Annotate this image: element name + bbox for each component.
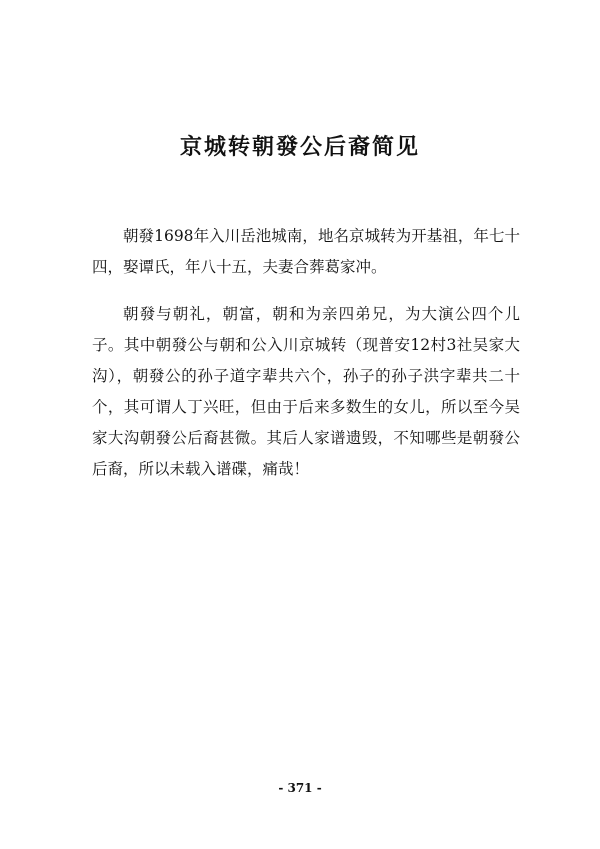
paragraph-1: 朝發1698年入川岳池城南，地名京城转为开基祖，年七十四，娶谭氏，年八十五，夫妻合葬葛家冲。 bbox=[92, 227, 520, 276]
body-text bbox=[92, 221, 520, 485]
page-title: 京城转朝發公后裔简见 bbox=[179, 134, 420, 160]
paragraph-2: 朝發与朝礼，朝富，朝和为亲四弟兄，为大演公四个儿子。其中朝發公与朝和公入川京城转（现普安12村3社吴家大沟），朝發公的孙子道字辈共六个，孙子的孙子洪字辈共二十个，其可谓人丁兴旺，但由于后来多数生的女儿，所以至今吴家大沟朝發公后裔甚微。其后人家谱遗毁，不知哪些是朝發公后裔，所以未载入谱碟，痛哉！ bbox=[92, 305, 520, 478]
page-number: - 371 - bbox=[278, 781, 322, 795]
